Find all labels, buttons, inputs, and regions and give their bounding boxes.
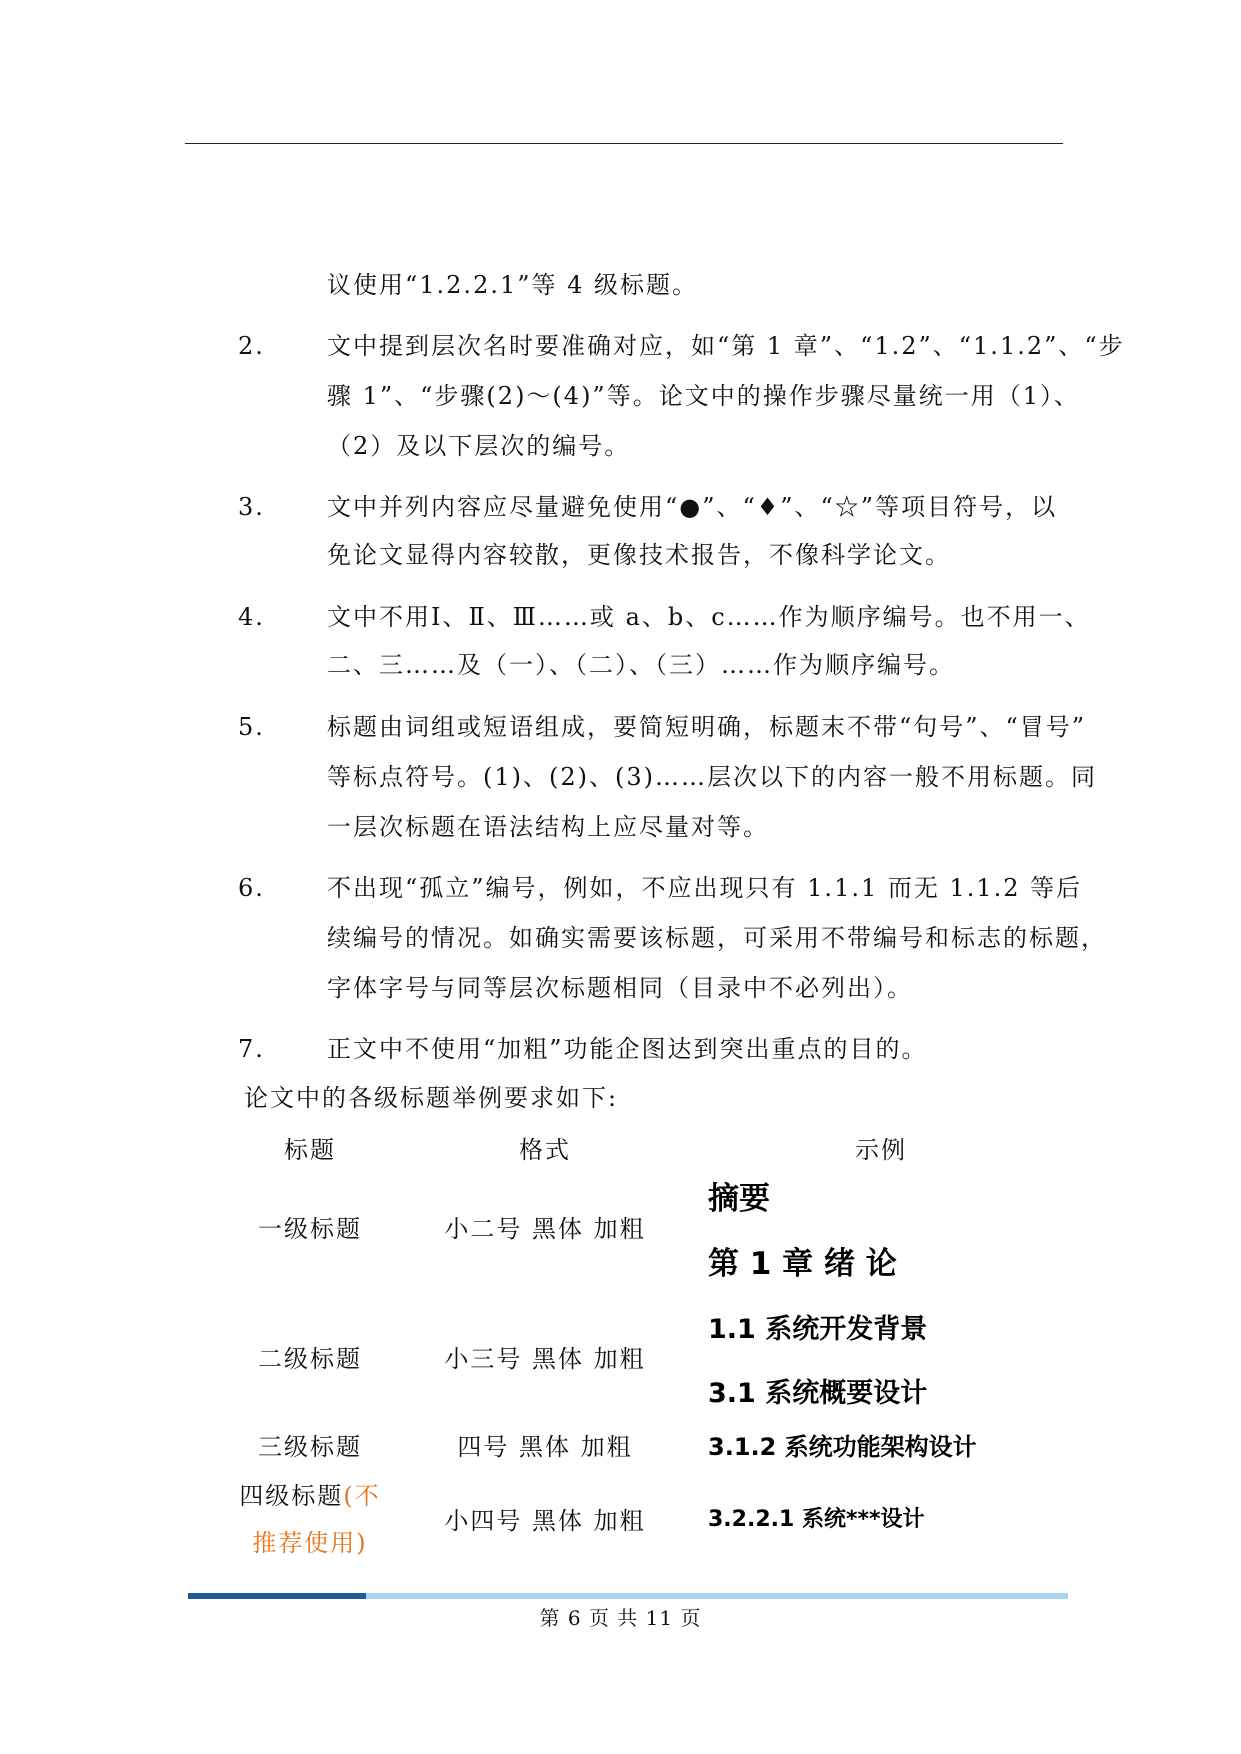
footer-bar-dark: [188, 1593, 366, 1599]
list-item-6-line-2: 续编号的情况。如确实需要该标题，可采用不带编号和标志的标题，: [327, 924, 1107, 952]
list-item-2-line-2: 骤 1”、“步骤(2)～(4)”等。论文中的操作步骤尽量统一用（1）、: [327, 382, 1080, 410]
header-rule: [185, 143, 1063, 144]
header-example: 示例: [855, 1136, 907, 1164]
list-number-3: 3.: [238, 493, 265, 521]
row-2-format: 小三号 黑体 加粗: [444, 1345, 646, 1373]
row-1-format: 小二号 黑体 加粗: [444, 1215, 646, 1243]
row-4-format: 小四号 黑体 加粗: [444, 1507, 646, 1535]
list-item-6-line-3: 字体字号与同等层次标题相同（目录中不必列出）。: [327, 974, 913, 1002]
list-item-3-line-1: 文中并列内容应尽量避免使用“●”、“♦”、“☆”等项目符号，以: [327, 493, 1058, 521]
list-item-3-line-2: 免论文显得内容较散，更像技术报告，不像科学论文。: [327, 541, 951, 569]
row-4-title-note-b: 推荐使用): [252, 1529, 368, 1557]
table-intro: 论文中的各级标题举例要求如下:: [244, 1084, 619, 1112]
row-1-title: 一级标题: [258, 1215, 362, 1243]
example-level2-a: 1.1 系统开发背景: [708, 1314, 928, 1345]
list-number-2: 2.: [238, 332, 265, 360]
row-4-title-note-a: (不: [343, 1482, 381, 1510]
row-3-format: 四号 黑体 加粗: [457, 1433, 633, 1461]
list-item-7-line-1: 正文中不使用“加粗”功能企图达到突出重点的目的。: [327, 1035, 928, 1063]
paragraph-continuation: 议使用“1.2.2.1”等 4 级标题。: [327, 271, 699, 299]
example-level3: 3.1.2 系统功能架构设计: [708, 1433, 977, 1461]
list-item-5-line-2: 等标点符号。(1)、(2)、(3)……层次以下的内容一般不用标题。同: [327, 763, 1097, 791]
list-item-6-line-1: 不出现“孤立”编号，例如，不应出现只有 1.1.1 而无 1.1.2 等后: [327, 874, 1083, 902]
list-item-4-line-2: 二、三……及（一）、（二）、（三）……作为顺序编号。: [327, 651, 955, 679]
example-level1-chapter: 第 1 章 绪 论: [708, 1246, 897, 1282]
row-4-title: [230, 1484, 390, 1508]
example-level1-abstract: 摘要: [708, 1181, 770, 1217]
header-format: 格式: [519, 1136, 571, 1164]
list-item-2-line-1: 文中提到层次名时要准确对应，如“第 1 章”、“1.2”、“1.1.2”、“步: [327, 332, 1125, 360]
footer-bar-light: [366, 1593, 1068, 1599]
example-level4: 3.2.2.1 系统***设计: [708, 1507, 925, 1532]
list-number-7: 7.: [238, 1035, 265, 1063]
list-number-6: 6.: [238, 874, 265, 902]
row-2-title: 二级标题: [258, 1345, 362, 1373]
row-4-title-main: 四级标题: [239, 1482, 344, 1510]
list-number-4: 4.: [238, 603, 265, 631]
page-number: 第 6 页 共 11 页: [539, 1606, 702, 1630]
list-item-5-line-3: 一层次标题在语法结构上应尽量对等。: [327, 813, 769, 841]
example-level2-b: 3.1 系统概要设计: [708, 1378, 928, 1409]
list-number-5: 5.: [238, 713, 265, 741]
list-item-5-line-1: 标题由词组或短语组成，要简短明确，标题末不带“句号”、“冒号”: [327, 713, 1087, 741]
list-item-2-line-3: （2）及以下层次的编号。: [327, 432, 631, 460]
list-item-4-line-1: 文中不用Ⅰ、Ⅱ、Ⅲ……或 a、b、c……作为顺序编号。也不用一、: [327, 603, 1091, 631]
row-3-title: 三级标题: [258, 1433, 362, 1461]
header-title: 标题: [284, 1136, 336, 1164]
